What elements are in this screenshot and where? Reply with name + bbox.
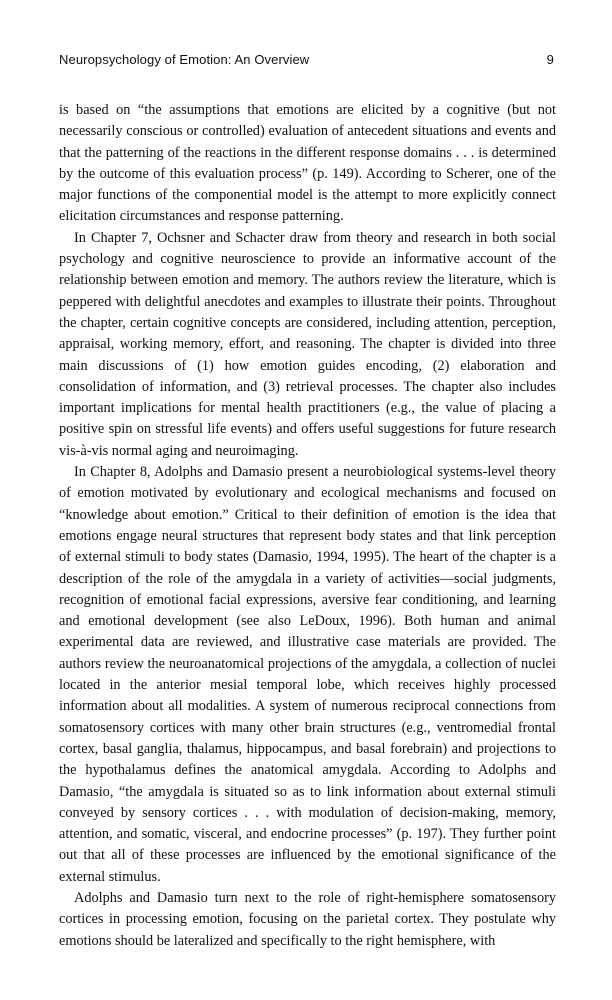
paragraph-continued: is based on “the assumptions that emotions are elicited by a cognitive (but not necessarily conscious or controlled) evaluation of antecedent situations and events and that the patterning of the reactions in the different response domains . . . is determined by the outcome of this evaluation process” (p. 149). According to Scherer, one of the major functions of the componential model is the attempt to more explicitly connect elicitation circumstances and response patterning. bbox=[59, 102, 556, 225]
running-header bbox=[59, 52, 556, 70]
book-page bbox=[59, 52, 556, 952]
paragraph-right-hemisphere: Adolphs and Damasio turn next to the role of right-hemisphere somatosensory cortices in processing emotion, focusing on the parietal cortex. They postulate why emotions should be lateralized and specifically to the right hemisphere, with bbox=[59, 889, 556, 949]
page-number: 9 bbox=[546, 52, 554, 67]
paragraph-chapter-8: In Chapter 8, Adolphs and Damasio present a neurobiological systems-level theory of emotion motivated by evolutionary and ecological mechanisms and focused on “knowledge about emotion.” Critical to their definition of emotion is the idea that emotions engage neural structures that represent body states and that link perception of external stimuli to body states (Damasio, 1994, 1995). The heart of the chapter is a description of the role of the amygdala in a variety of activities—social judgments, recognition of emotional facial expressions, aversive fear conditioning, and learning and emotional development (see also LeDoux, 1996). Both human and animal experimental data are reviewed, and illustrative case materials are provided. The authors review the neuroanatomical projections of the amygdala, a collection of nuclei located in the anterior mesial temporal lobe, which receives highly processed information about all modalities. A system of numerous reciprocal connections from somatosensory cortices with many other brain structures (e.g., ventromedial frontal cortex, basal ganglia, thalamus, hippocampus, and basal forebrain) and projections to the hypothalamus defines the anatomical amygdala. According to Adolphs and Damasio, “the amygdala is situated so as to link information about external stimuli conveyed by sensory cortices . . . with modulation of decision-making, memory, attention, and somatic, visceral, and endocrine processes” (p. 197). They further point out that all of these processes are influenced by the emotional significance of the external stimulus. bbox=[59, 464, 556, 885]
body-text bbox=[59, 100, 556, 952]
paragraph-chapter-7: In Chapter 7, Ochsner and Schacter draw from theory and research in both social psychology and cognitive neuroscience to provide an informative account of the relationship between emotion and memory. The authors review the literature, which is peppered with delightful anecdotes and examples to illustrate their points. Throughout the chapter, certain cognitive concepts are considered, including attention, perception, appraisal, working memory, effort, and reasoning. The chapter is divided into three main discussions of (1) how emotion guides encoding, (2) elaboration and consolidation of information, and (3) retrieval processes. The chapter also includes important implications for mental health practitioners (e.g., the value of placing a positive spin on stressful life events) and offers useful suggestions for future research vis-à-vis normal aging and neuroimaging. bbox=[59, 229, 556, 459]
running-title: Neuropsychology of Emotion: An Overview bbox=[59, 52, 310, 67]
